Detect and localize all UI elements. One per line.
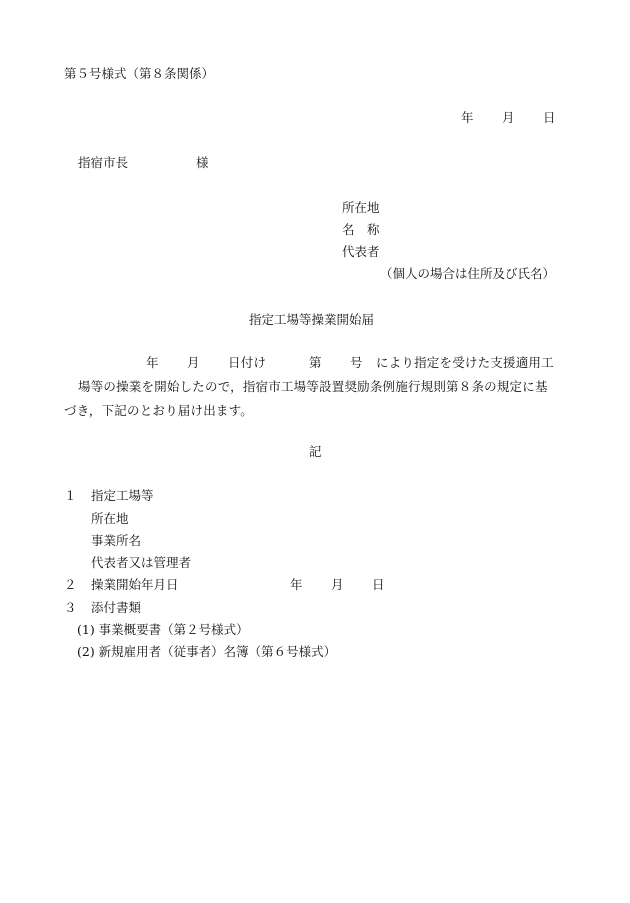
addressee-honorific: 様 (196, 155, 209, 170)
form-number-label: 第５号様式（第８条関係） (64, 66, 215, 81)
body-month: 月 (187, 355, 200, 370)
item2-year: 年 (290, 577, 303, 592)
item2-month: 月 (331, 577, 344, 592)
item2-number: ２ (64, 577, 77, 592)
body-line1-text: により指定を受けた支援適用工 (376, 355, 554, 370)
applicant-representative-label: 代表者 (342, 244, 380, 259)
item2-label: 操業開始年月日 (91, 577, 179, 592)
ki-heading: 記 (309, 444, 322, 459)
item1-number: １ (64, 488, 77, 503)
item3-number: ３ (64, 600, 77, 615)
item1-label: 指定工場等 (91, 488, 154, 503)
item1-representative: 代表者又は管理者 (91, 555, 192, 570)
body-line2-text: 場等の操業を開始したので，指宿市工場等設置奨励条例施行規則第８条の規定に基 (78, 379, 548, 394)
applicant-address-label: 所在地 (342, 200, 380, 215)
item1-address: 所在地 (91, 511, 129, 526)
item3-doc-business-overview: (1) 事業概要書（第２号様式） (77, 622, 249, 637)
addressee-name: 指宿市長 (78, 155, 129, 170)
body-line3-text: づき，下記のとおり届け出ます。 (64, 403, 254, 418)
item2-day: 日 (372, 577, 385, 592)
item1-office-name: 事業所名 (91, 533, 142, 548)
body-number-suffix: 号 (350, 355, 363, 370)
document-title: 指定工場等操業開始届 (249, 312, 375, 327)
item3-label: 添付書類 (91, 600, 142, 615)
body-year: 年 (146, 355, 159, 370)
date-month: 月 (502, 110, 515, 125)
body-day-dated: 日付け (228, 355, 267, 370)
applicant-name-label: 名 称 (342, 222, 380, 237)
date-day: 日 (543, 110, 556, 125)
body-number-prefix: 第 (309, 355, 322, 370)
item3-doc-employee-list: (2) 新規雇用者（従事者）名簿（第６号様式） (77, 644, 337, 659)
date-year: 年 (461, 110, 474, 125)
applicant-individual-note: （個人の場合は住所及び氏名） (380, 266, 556, 281)
